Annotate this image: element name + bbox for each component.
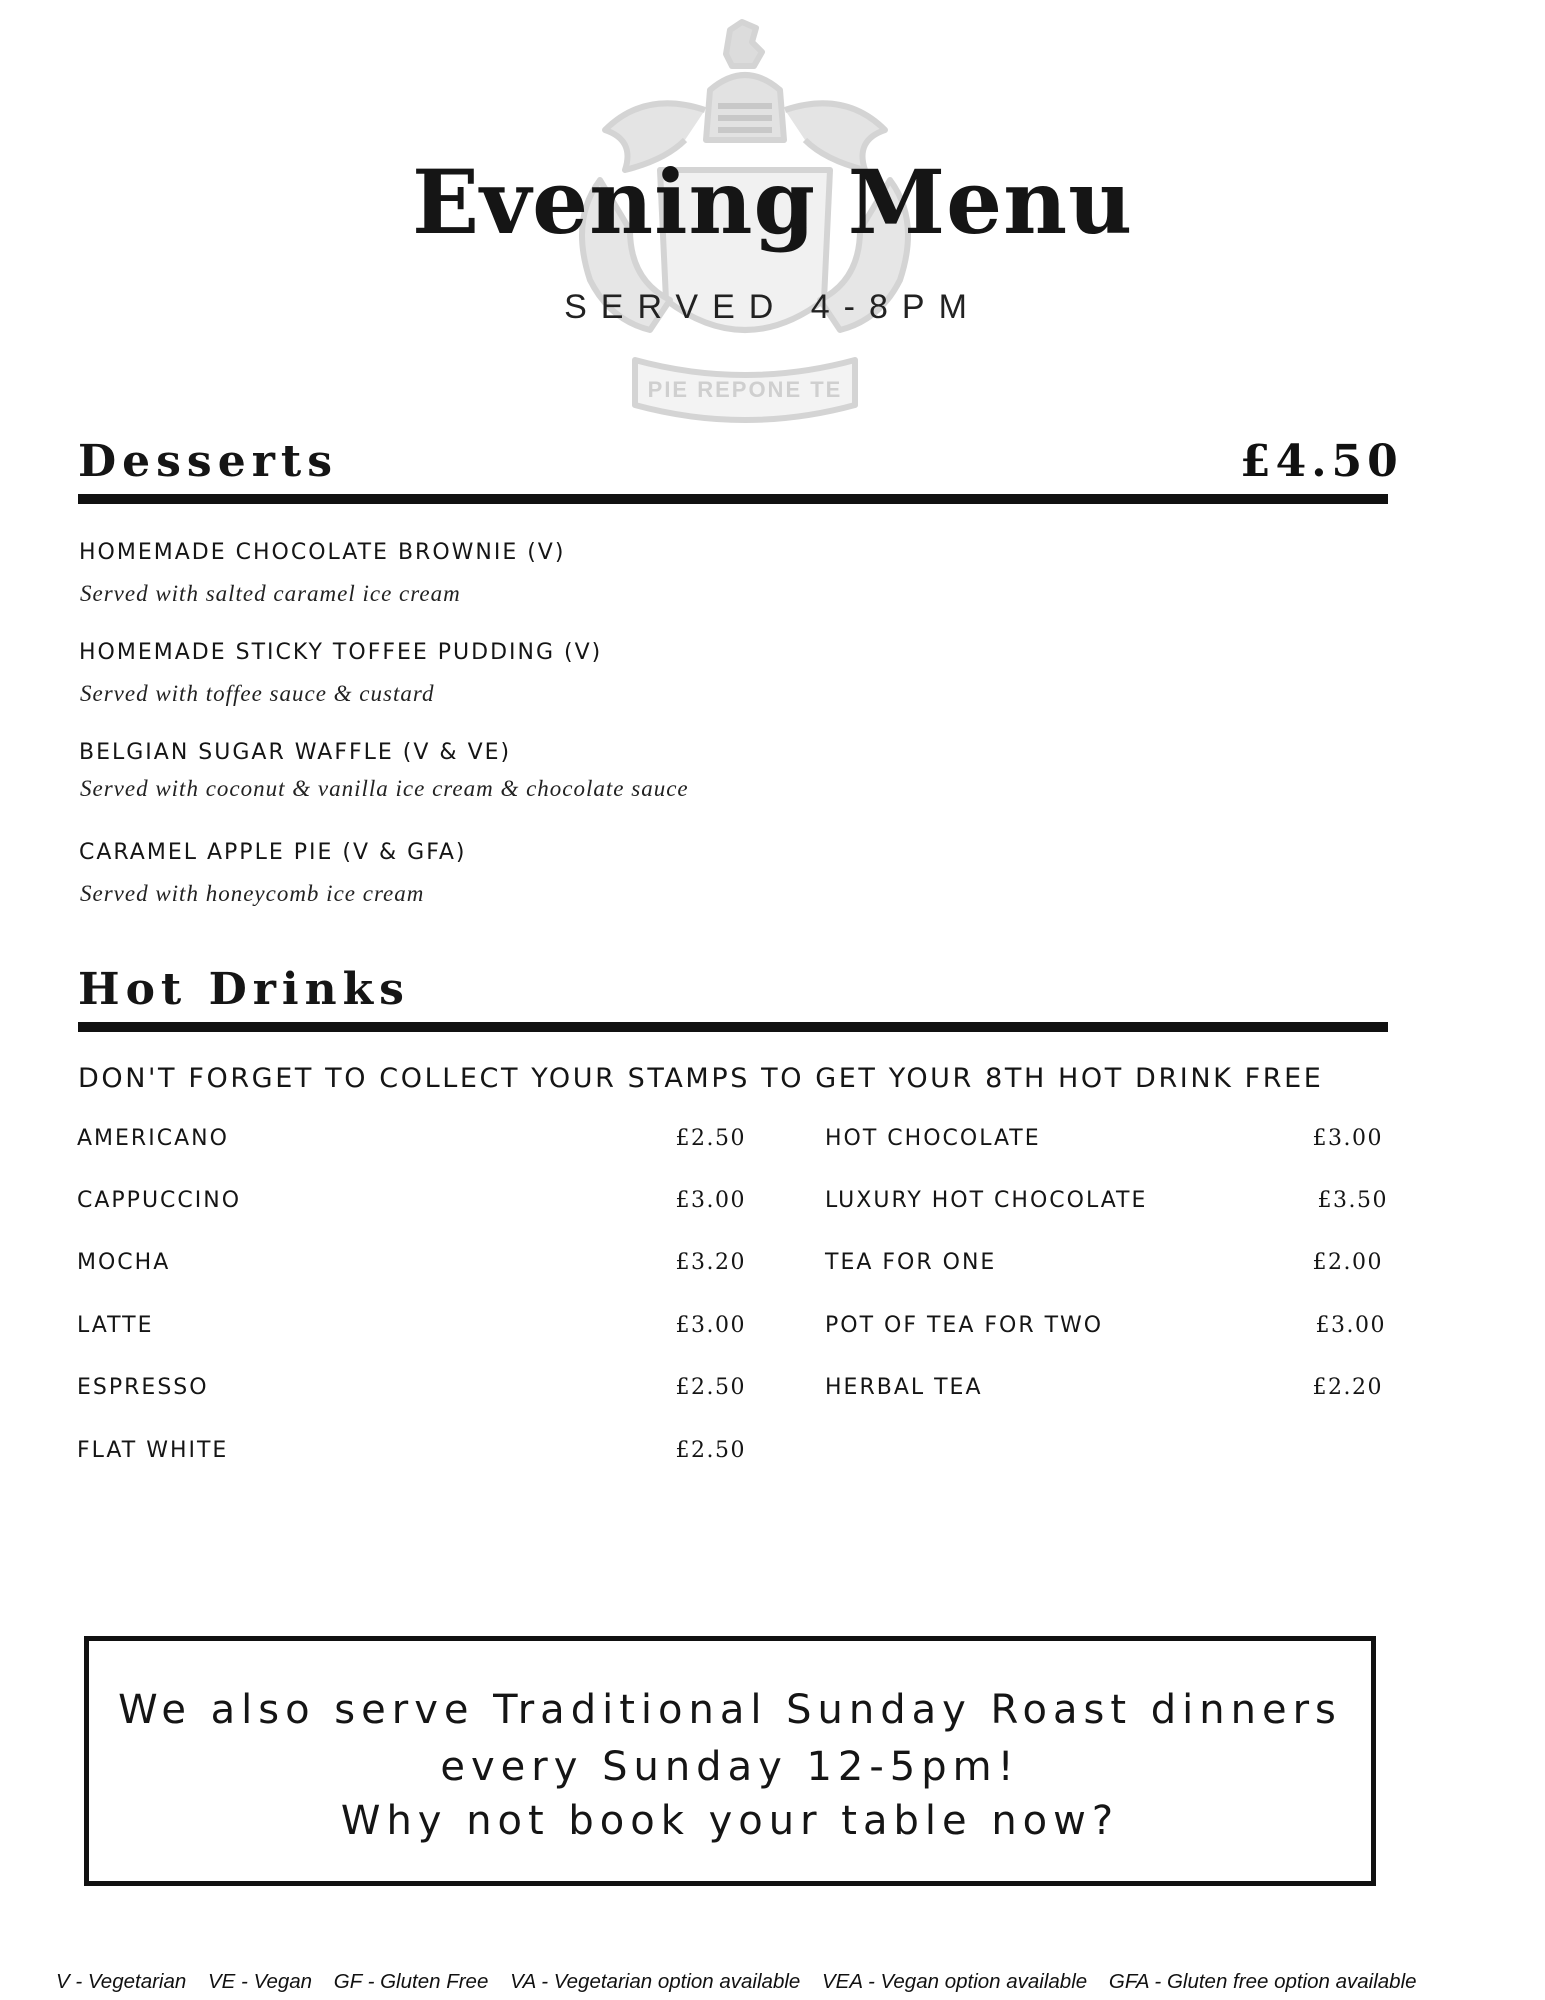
drink-price: £3.50 <box>1317 1188 1388 1213</box>
section-divider <box>78 494 1388 504</box>
dessert-name: CARAMEL APPLE PIE (V & GFA) <box>79 840 467 865</box>
promo-line: every Sunday 12-5pm! <box>440 1744 1020 1790</box>
drink-price: £2.50 <box>675 1375 746 1400</box>
legend-item: GF - Gluten Free <box>333 1970 489 1993</box>
dietary-legend <box>56 1972 1433 1993</box>
drink-name: ESPRESSO <box>77 1375 209 1400</box>
drink-price: £2.20 <box>1312 1375 1383 1400</box>
crest-motto: PIE REPONE TE <box>647 377 843 402</box>
drink-price: £3.00 <box>675 1313 746 1338</box>
page-title: Evening Menu <box>411 150 1134 254</box>
dessert-description: Served with coconut & vanilla ice cream & chocolate sauce <box>80 776 689 801</box>
section-divider <box>78 1022 1388 1032</box>
drink-name: FLAT WHITE <box>77 1438 229 1463</box>
drink-name: LATTE <box>77 1313 154 1338</box>
drink-name: HERBAL TEA <box>825 1375 983 1400</box>
promo-line: We also serve Traditional Sunday Roast dinners <box>118 1687 1342 1733</box>
dessert-name: HOMEMADE CHOCOLATE BROWNIE (V) <box>79 540 566 565</box>
dessert-description: Served with honeycomb ice cream <box>80 881 425 906</box>
drink-price: £3.00 <box>675 1188 746 1213</box>
legend-item: V - Vegetarian <box>56 1970 187 1993</box>
drink-price: £3.20 <box>675 1250 746 1275</box>
drink-name: LUXURY HOT CHOCOLATE <box>825 1188 1148 1213</box>
dessert-name: BELGIAN SUGAR WAFFLE (V & VE) <box>79 740 512 765</box>
drink-name: MOCHA <box>77 1250 171 1275</box>
dessert-name: HOMEMADE STICKY TOFFEE PUDDING (V) <box>79 640 603 665</box>
legend-item: VE - Vegan <box>208 1970 313 1993</box>
legend-item: GFA - Gluten free option available <box>1108 1970 1417 1993</box>
drink-name: TEA FOR ONE <box>825 1250 997 1275</box>
desserts-price: £4.50 <box>1240 436 1403 487</box>
drink-name: HOT CHOCOLATE <box>825 1126 1041 1151</box>
stamp-card-note: DON'T FORGET TO COLLECT YOUR STAMPS TO GET YOUR 8TH HOT DRINK FREE <box>78 1063 1324 1094</box>
section-heading-hot-drinks: Hot Drinks <box>78 964 410 1015</box>
promo-line: Why not book your table now? <box>340 1798 1120 1844</box>
drink-name: POT OF TEA FOR TWO <box>825 1313 1104 1338</box>
drink-name: AMERICANO <box>77 1126 229 1151</box>
legend-item: VEA - Vegan option available <box>822 1970 1088 1993</box>
drink-price: £3.00 <box>1312 1126 1383 1151</box>
section-heading-desserts: Desserts <box>78 436 338 487</box>
drink-name: CAPPUCCINO <box>77 1188 242 1213</box>
drink-price: £2.00 <box>1312 1250 1383 1275</box>
legend-item: VA - Vegetarian option available <box>510 1970 801 1993</box>
page-subtitle: SERVED 4-8PM <box>564 288 981 326</box>
drink-price: £2.50 <box>675 1438 746 1463</box>
drink-price: £3.00 <box>1315 1313 1386 1338</box>
dessert-description: Served with toffee sauce & custard <box>80 681 435 706</box>
dessert-description: Served with salted caramel ice cream <box>80 581 461 606</box>
drink-price: £2.50 <box>675 1126 746 1151</box>
